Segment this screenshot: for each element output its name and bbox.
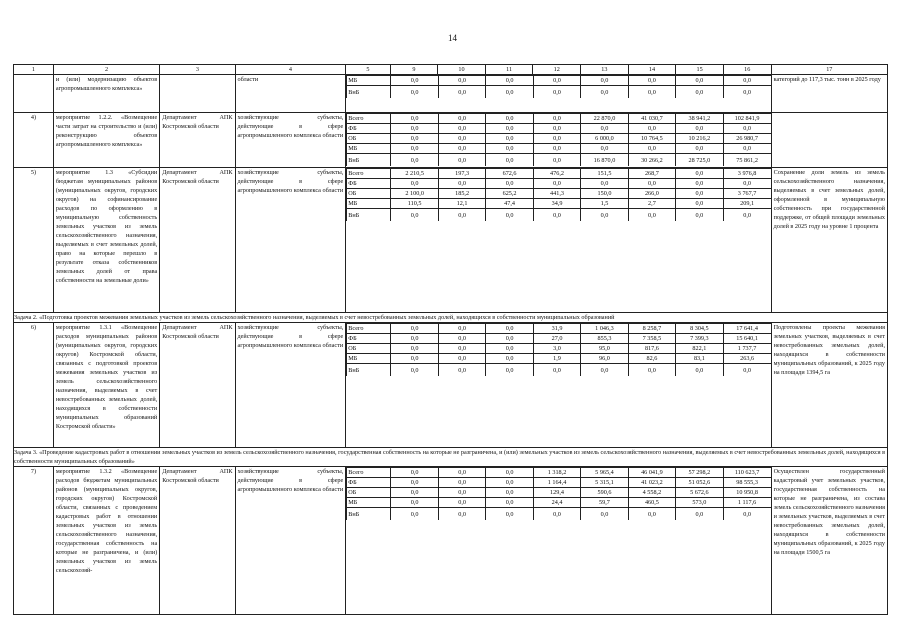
funding-value: 129,4 bbox=[533, 488, 580, 498]
table-row bbox=[14, 113, 888, 168]
funding-value: 0,0 bbox=[391, 364, 438, 377]
funding-value: 0,0 bbox=[676, 169, 723, 179]
funding-value: 0,0 bbox=[438, 478, 485, 488]
funding-value: 0,0 bbox=[486, 179, 533, 189]
funding-value: 625,2 bbox=[486, 189, 533, 199]
funding-value: 1 117,6 bbox=[723, 498, 770, 508]
funding-value: 12,1 bbox=[438, 199, 485, 209]
funding-value: 0,0 bbox=[486, 124, 533, 134]
funding-value: 3 976,8 bbox=[723, 169, 770, 179]
executor bbox=[160, 75, 235, 113]
funding-value: 0,0 bbox=[533, 134, 580, 144]
funding-value: 10 950,8 bbox=[723, 488, 770, 498]
funding-line bbox=[347, 334, 771, 344]
funding-value: 0,0 bbox=[581, 179, 628, 189]
funding-value: 47,4 bbox=[486, 199, 533, 209]
funding-value: 2 210,5 bbox=[391, 169, 438, 179]
funding-line bbox=[347, 478, 771, 488]
row-number: 4) bbox=[14, 113, 54, 168]
row-number bbox=[14, 75, 54, 113]
row-number: 6) bbox=[14, 323, 54, 448]
funding-value: 266,0 bbox=[628, 189, 675, 199]
funding-value: 0,0 bbox=[581, 76, 628, 86]
header-cell: 16 bbox=[723, 65, 771, 75]
funding-value: 1 046,3 bbox=[581, 324, 628, 334]
funding-value: 30 266,2 bbox=[628, 154, 675, 167]
funding-value: 573,0 bbox=[676, 498, 723, 508]
funding-source: ОБ bbox=[347, 344, 391, 354]
funding-value: 17 641,4 bbox=[723, 324, 770, 334]
funding-values bbox=[346, 75, 771, 113]
measure-name: и (или) модернизацию объектов агропромышленного комплекса» bbox=[53, 75, 159, 113]
header-cell: 1 bbox=[14, 65, 54, 75]
funding-value: 0,0 bbox=[391, 144, 438, 154]
funding-value: 0,0 bbox=[438, 508, 485, 521]
funding-value: 0,0 bbox=[438, 334, 485, 344]
funding-value: 0,0 bbox=[438, 498, 485, 508]
funding-value: 0,0 bbox=[486, 334, 533, 344]
funding-value: 0,0 bbox=[676, 179, 723, 189]
header-cell: 15 bbox=[676, 65, 724, 75]
funding-source: ОБ bbox=[347, 134, 391, 144]
funding-source: ВнБ bbox=[347, 86, 391, 99]
funding-value: 0,0 bbox=[486, 76, 533, 86]
funding-source: ВнБ bbox=[347, 209, 391, 222]
funding-value: 0,0 bbox=[581, 86, 628, 99]
funding-value: 0,0 bbox=[438, 468, 485, 478]
funding-value: 27,0 bbox=[533, 334, 580, 344]
funding-line bbox=[347, 179, 771, 189]
funding-line bbox=[347, 144, 771, 154]
expected-result bbox=[771, 113, 887, 168]
funding-subtable bbox=[346, 323, 770, 376]
funding-line bbox=[347, 189, 771, 199]
funding-value: 209,1 bbox=[723, 199, 770, 209]
funding-value: 0,0 bbox=[533, 86, 580, 99]
funding-value: 0,0 bbox=[533, 154, 580, 167]
funding-value: 0,0 bbox=[628, 124, 675, 134]
funding-line bbox=[347, 508, 771, 521]
funding-value: 5 672,6 bbox=[676, 488, 723, 498]
funding-value: 24,4 bbox=[533, 498, 580, 508]
funding-value: 1 164,4 bbox=[533, 478, 580, 488]
funding-value: 0,0 bbox=[486, 134, 533, 144]
funding-value: 0,0 bbox=[486, 468, 533, 478]
funding-value: 46 041,9 bbox=[628, 468, 675, 478]
expected-result: Подготовлены проекты межевания земельных участков, выделяемых в счет невостребованных земельных долей, находящихся в собственности муниципальных образований, к 2025 году на площади 1394,5 га bbox=[771, 323, 887, 448]
funding-value: 96,0 bbox=[581, 354, 628, 364]
funding-values bbox=[346, 113, 771, 168]
funding-line bbox=[347, 209, 771, 222]
funding-value: 0,0 bbox=[438, 364, 485, 377]
funding-value: 476,2 bbox=[533, 169, 580, 179]
funding-value: 460,5 bbox=[628, 498, 675, 508]
task-text: Задача 3. «Проведение кадастровых работ в отношении земельных участков из земель сельскохозяйственного назначения, государственная собственность на которые не разграничена, и (или) земельных участков из земель сельскохозяйственного назначения, выделяемых в счет невостребованных земельных долей, находящихся в собственности муниципальных образований» bbox=[14, 448, 888, 467]
expected-result: категорий до 117,3 тыс. тонн в 2025 году bbox=[771, 75, 887, 113]
header-cell: 11 bbox=[485, 65, 533, 75]
header-cell: 17 bbox=[771, 65, 887, 75]
funding-subtable bbox=[346, 113, 770, 166]
funding-source: МБ bbox=[347, 354, 391, 364]
funding-value: 185,2 bbox=[438, 189, 485, 199]
measure-name: мероприятие 1.2.2. «Возмещение части затрат на строительство и (или) реконструкцию объектов агропромышленного комплекса» bbox=[53, 113, 159, 168]
funding-value: 0,0 bbox=[391, 134, 438, 144]
funding-value: 0,0 bbox=[486, 154, 533, 167]
funding-value: 590,6 bbox=[581, 488, 628, 498]
funding-value: 0,0 bbox=[676, 144, 723, 154]
funding-value: 75 861,2 bbox=[723, 154, 770, 167]
funding-value: 0,0 bbox=[628, 179, 675, 189]
funding-line bbox=[347, 114, 771, 124]
participants: области bbox=[235, 75, 346, 113]
participants: хозяйствующие субъекты, действующие в сфере агропромышленного комплекса области bbox=[235, 113, 346, 168]
funding-line bbox=[347, 169, 771, 179]
funding-value: 1 318,2 bbox=[533, 468, 580, 478]
funding-value: 38 941,2 bbox=[676, 114, 723, 124]
funding-value: 0,0 bbox=[391, 488, 438, 498]
funding-line bbox=[347, 134, 771, 144]
funding-value: 268,7 bbox=[628, 169, 675, 179]
funding-value: 2 100,0 bbox=[391, 189, 438, 199]
funding-value: 16 870,0 bbox=[581, 154, 628, 167]
funding-value: 110,5 bbox=[391, 199, 438, 209]
funding-source: ОБ bbox=[347, 189, 391, 199]
funding-value: 0,0 bbox=[391, 76, 438, 86]
funding-value: 0,0 bbox=[438, 114, 485, 124]
funding-value: 817,6 bbox=[628, 344, 675, 354]
funding-value: 22 870,0 bbox=[581, 114, 628, 124]
funding-value: 0,0 bbox=[676, 124, 723, 134]
table-row bbox=[14, 75, 888, 113]
funding-value: 51 052,6 bbox=[676, 478, 723, 488]
funding-value: 0,0 bbox=[533, 124, 580, 134]
funding-value: 0,0 bbox=[391, 478, 438, 488]
funding-source: Всего bbox=[347, 114, 391, 124]
funding-value: 98 555,3 bbox=[723, 478, 770, 488]
header-cell: 4 bbox=[235, 65, 346, 75]
funding-line bbox=[347, 488, 771, 498]
funding-value: 0,0 bbox=[438, 134, 485, 144]
header-cell: 9 bbox=[390, 65, 438, 75]
header-cell: 12 bbox=[533, 65, 581, 75]
funding-line bbox=[347, 468, 771, 478]
table-row bbox=[14, 323, 888, 448]
funding-value: 7 358,5 bbox=[628, 334, 675, 344]
funding-value: 0,0 bbox=[438, 86, 485, 99]
funding-value: 1,9 bbox=[533, 354, 580, 364]
funding-value: 0,0 bbox=[628, 364, 675, 377]
funding-value: 0,0 bbox=[628, 144, 675, 154]
funding-value: 82,6 bbox=[628, 354, 675, 364]
funding-value: 0,0 bbox=[723, 364, 770, 377]
funding-source: Всего bbox=[347, 324, 391, 334]
row-number: 7) bbox=[14, 467, 54, 615]
funding-values bbox=[346, 168, 771, 313]
header-cell: 10 bbox=[438, 65, 486, 75]
funding-value: 0,0 bbox=[486, 498, 533, 508]
header-cell: 13 bbox=[581, 65, 629, 75]
funding-value: 28 725,0 bbox=[676, 154, 723, 167]
funding-line bbox=[347, 86, 771, 99]
funding-value: 110 623,7 bbox=[723, 468, 770, 478]
measure-name: мероприятие 1.3.2 «Возмещение расходов бюджетам муниципальных районов (муниципальных округов, городских округов) Костромской области, связанных с проведением кадастровых работ в отношении земельных участков из земель сельскохозяйственного назначения, государственная собственность на которые не разграничена, и (или) земельных участков из земель сельскохозяй- bbox=[53, 467, 159, 615]
funding-value: 0,0 bbox=[486, 144, 533, 154]
funding-value: 8 258,7 bbox=[628, 324, 675, 334]
funding-value: 0,0 bbox=[533, 508, 580, 521]
participants: хозяйствующие субъекты, действующие в сфере агропромышленного комплекса области bbox=[235, 168, 346, 313]
funding-value: 0,0 bbox=[486, 344, 533, 354]
funding-source: ФБ bbox=[347, 334, 391, 344]
funding-value: 0,0 bbox=[533, 144, 580, 154]
participants: хозяйствующие субъекты, действующие в сфере агропромышленного комплекса области bbox=[235, 323, 346, 448]
funding-value: 0,0 bbox=[486, 488, 533, 498]
funding-value: 0,0 bbox=[676, 364, 723, 377]
funding-value: 10 764,5 bbox=[628, 134, 675, 144]
funding-value: 0,0 bbox=[676, 508, 723, 521]
funding-value: 0,0 bbox=[723, 209, 770, 222]
funding-value: 0,0 bbox=[581, 209, 628, 222]
funding-source: Всего bbox=[347, 169, 391, 179]
funding-value: 0,0 bbox=[438, 124, 485, 134]
funding-source: МБ bbox=[347, 199, 391, 209]
expected-result: Осуществлен государственный кадастровый учет земельных участков, государственная собственность на которые не разграничена, из состава земель сельскохозяйственного назначения и земельных участков, выделяемых в счет невостребованных земельных долей, находящихся в собственности муниципальных образований, к 2025 году на площади 1500,5 га bbox=[771, 467, 887, 615]
executor: Департамент АПК Костромской области bbox=[160, 467, 235, 615]
funding-value: 0,0 bbox=[533, 114, 580, 124]
funding-value: 0,0 bbox=[628, 76, 675, 86]
table-row bbox=[14, 168, 888, 313]
funding-value: 0,0 bbox=[676, 199, 723, 209]
funding-source: ФБ bbox=[347, 478, 391, 488]
participants: хозяйствующие субъекты, действующие в сфере агропромышленного комплекса области bbox=[235, 467, 346, 615]
funding-value: 0,0 bbox=[391, 498, 438, 508]
funding-value: 0,0 bbox=[581, 508, 628, 521]
budget-table bbox=[13, 64, 888, 615]
funding-value: 672,6 bbox=[486, 169, 533, 179]
funding-value: 0,0 bbox=[391, 324, 438, 334]
funding-value: 0,0 bbox=[533, 76, 580, 86]
funding-source: МБ bbox=[347, 498, 391, 508]
executor: Департамент АПК Костромской области bbox=[160, 113, 235, 168]
funding-value: 0,0 bbox=[723, 86, 770, 99]
funding-source: ФБ bbox=[347, 179, 391, 189]
header-row bbox=[14, 65, 888, 75]
funding-value: 0,0 bbox=[486, 209, 533, 222]
funding-value: 0,0 bbox=[486, 478, 533, 488]
funding-value: 0,0 bbox=[391, 354, 438, 364]
funding-value: 4 558,2 bbox=[628, 488, 675, 498]
funding-value: 0,0 bbox=[391, 508, 438, 521]
task-text: Задача 2. «Подготовка проектов межевания земельных участков из земель сельскохозяйственного назначения, выделяемых в счет невостребованных земельных долей, находящихся в собственности муниципальных образований bbox=[14, 313, 888, 323]
funding-value: 0,0 bbox=[723, 144, 770, 154]
funding-value: 0,0 bbox=[486, 86, 533, 99]
funding-value: 0,0 bbox=[581, 124, 628, 134]
funding-value: 41 023,2 bbox=[628, 478, 675, 488]
funding-value: 7 399,3 bbox=[676, 334, 723, 344]
page-number: 14 bbox=[448, 33, 457, 43]
funding-value: 0,0 bbox=[438, 144, 485, 154]
funding-value: 0,0 bbox=[391, 86, 438, 99]
funding-value: 3,0 bbox=[533, 344, 580, 354]
funding-value: 0,0 bbox=[391, 124, 438, 134]
header-cell: 5 bbox=[346, 65, 390, 75]
funding-value: 41 030,7 bbox=[628, 114, 675, 124]
funding-value: 0,0 bbox=[581, 144, 628, 154]
funding-value: 0,0 bbox=[723, 179, 770, 189]
funding-subtable bbox=[346, 467, 770, 520]
funding-value: 151,5 bbox=[581, 169, 628, 179]
funding-value: 0,0 bbox=[676, 86, 723, 99]
funding-value: 5 965,4 bbox=[581, 468, 628, 478]
funding-value: 855,3 bbox=[581, 334, 628, 344]
funding-value: 0,0 bbox=[391, 344, 438, 354]
funding-value: 0,0 bbox=[391, 154, 438, 167]
measure-name: мероприятие 1.3.1 «Возмещение расходов муниципальных районов (муниципальных округов, городских округов) Костромской области, связанных с подготовкой проектов межевания земельных участков из земель сельскохозяйственного назначения, выделяемых в счет невостребованных земельных долей, находящихся в собственности муниципальных образований Костромской области» bbox=[53, 323, 159, 448]
funding-line bbox=[347, 199, 771, 209]
funding-value: 0,0 bbox=[438, 324, 485, 334]
row-number: 5) bbox=[14, 168, 54, 313]
funding-value: 5 315,1 bbox=[581, 478, 628, 488]
funding-source: МБ bbox=[347, 144, 391, 154]
funding-source: ВнБ bbox=[347, 154, 391, 167]
funding-subtable bbox=[346, 75, 770, 98]
funding-line bbox=[347, 324, 771, 334]
funding-value: 0,0 bbox=[438, 488, 485, 498]
funding-value: 1 737,7 bbox=[723, 344, 770, 354]
executor: Департамент АПК Костромской области bbox=[160, 168, 235, 313]
header-cell: 14 bbox=[628, 65, 676, 75]
funding-value: 0,0 bbox=[628, 508, 675, 521]
funding-value: 0,0 bbox=[533, 209, 580, 222]
funding-value: 0,0 bbox=[438, 154, 485, 167]
funding-value: 0,0 bbox=[438, 344, 485, 354]
funding-value: 0,0 bbox=[533, 364, 580, 377]
funding-line bbox=[347, 124, 771, 134]
funding-subtable bbox=[346, 168, 770, 221]
funding-value: 0,0 bbox=[533, 179, 580, 189]
funding-value: 0,0 bbox=[391, 179, 438, 189]
funding-value: 6 000,0 bbox=[581, 134, 628, 144]
header-cell: 3 bbox=[160, 65, 235, 75]
funding-line bbox=[347, 154, 771, 167]
funding-value: 102 841,9 bbox=[723, 114, 770, 124]
funding-value: 0,0 bbox=[486, 114, 533, 124]
funding-value: 0,0 bbox=[723, 76, 770, 86]
funding-values bbox=[346, 323, 771, 448]
funding-value: 95,0 bbox=[581, 344, 628, 354]
funding-value: 0,0 bbox=[391, 468, 438, 478]
funding-value: 0,0 bbox=[723, 508, 770, 521]
funding-line bbox=[347, 498, 771, 508]
funding-value: 0,0 bbox=[438, 179, 485, 189]
funding-value: 1,5 bbox=[581, 199, 628, 209]
funding-value: 3 767,7 bbox=[723, 189, 770, 199]
funding-value: 822,1 bbox=[676, 344, 723, 354]
funding-value: 0,0 bbox=[676, 189, 723, 199]
funding-value: 31,9 bbox=[533, 324, 580, 334]
funding-value: 0,0 bbox=[676, 76, 723, 86]
funding-value: 150,0 bbox=[581, 189, 628, 199]
funding-value: 0,0 bbox=[438, 76, 485, 86]
expected-result: Сохранение доли земель из земель сельскохозяйственного назначения, выделяемых в счет земельных долей, оформленной в муниципальную собственность при государственной поддержке, от общей площади земельных долей в 2025 году на уровне 1 процента bbox=[771, 168, 887, 313]
funding-value: 59,7 bbox=[581, 498, 628, 508]
funding-value: 263,6 bbox=[723, 354, 770, 364]
funding-value: 0,0 bbox=[628, 86, 675, 99]
funding-value: 26 980,7 bbox=[723, 134, 770, 144]
executor: Департамент АПК Костромской области bbox=[160, 323, 235, 448]
funding-source: МБ bbox=[347, 76, 391, 86]
task-row bbox=[14, 313, 888, 323]
funding-line bbox=[347, 76, 771, 86]
funding-source: ФБ bbox=[347, 124, 391, 134]
funding-line bbox=[347, 344, 771, 354]
measure-name: мероприятие 1.3 «Субсидии бюджетам муниципальных районов (муниципальных округов, городских округов) на софинансирование расходов по оформлению в муниципальную собственность земельных участков из земель сельскохозяйственного назначения, выделяемых в счет земельных долей, право на которые перешло в результате отказа собственников земельных долей от права собственности на земельные доли» bbox=[53, 168, 159, 313]
funding-value: 0,0 bbox=[628, 209, 675, 222]
funding-value: 0,0 bbox=[676, 209, 723, 222]
funding-line bbox=[347, 364, 771, 377]
funding-source: ВнБ bbox=[347, 364, 391, 377]
funding-value: 10 216,2 bbox=[676, 134, 723, 144]
funding-value: 0,0 bbox=[486, 324, 533, 334]
funding-value: 0,0 bbox=[486, 354, 533, 364]
funding-value: 0,0 bbox=[438, 209, 485, 222]
funding-source: ВнБ bbox=[347, 508, 391, 521]
funding-value: 34,9 bbox=[533, 199, 580, 209]
funding-value: 0,0 bbox=[723, 124, 770, 134]
funding-line bbox=[347, 354, 771, 364]
funding-value: 8 304,5 bbox=[676, 324, 723, 334]
funding-value: 0,0 bbox=[391, 209, 438, 222]
funding-source: Всего bbox=[347, 468, 391, 478]
funding-value: 0,0 bbox=[581, 364, 628, 377]
header-cell: 2 bbox=[53, 65, 159, 75]
funding-value: 197,3 bbox=[438, 169, 485, 179]
funding-value: 0,0 bbox=[438, 354, 485, 364]
funding-value: 0,0 bbox=[486, 508, 533, 521]
table-row bbox=[14, 467, 888, 615]
funding-value: 57 298,2 bbox=[676, 468, 723, 478]
funding-values bbox=[346, 467, 771, 615]
funding-value: 441,3 bbox=[533, 189, 580, 199]
task-row bbox=[14, 448, 888, 467]
funding-value: 2,7 bbox=[628, 199, 675, 209]
funding-value: 15 640,1 bbox=[723, 334, 770, 344]
funding-value: 0,0 bbox=[391, 334, 438, 344]
funding-value: 0,0 bbox=[391, 114, 438, 124]
funding-value: 83,1 bbox=[676, 354, 723, 364]
funding-value: 0,0 bbox=[486, 364, 533, 377]
funding-source: ОБ bbox=[347, 488, 391, 498]
